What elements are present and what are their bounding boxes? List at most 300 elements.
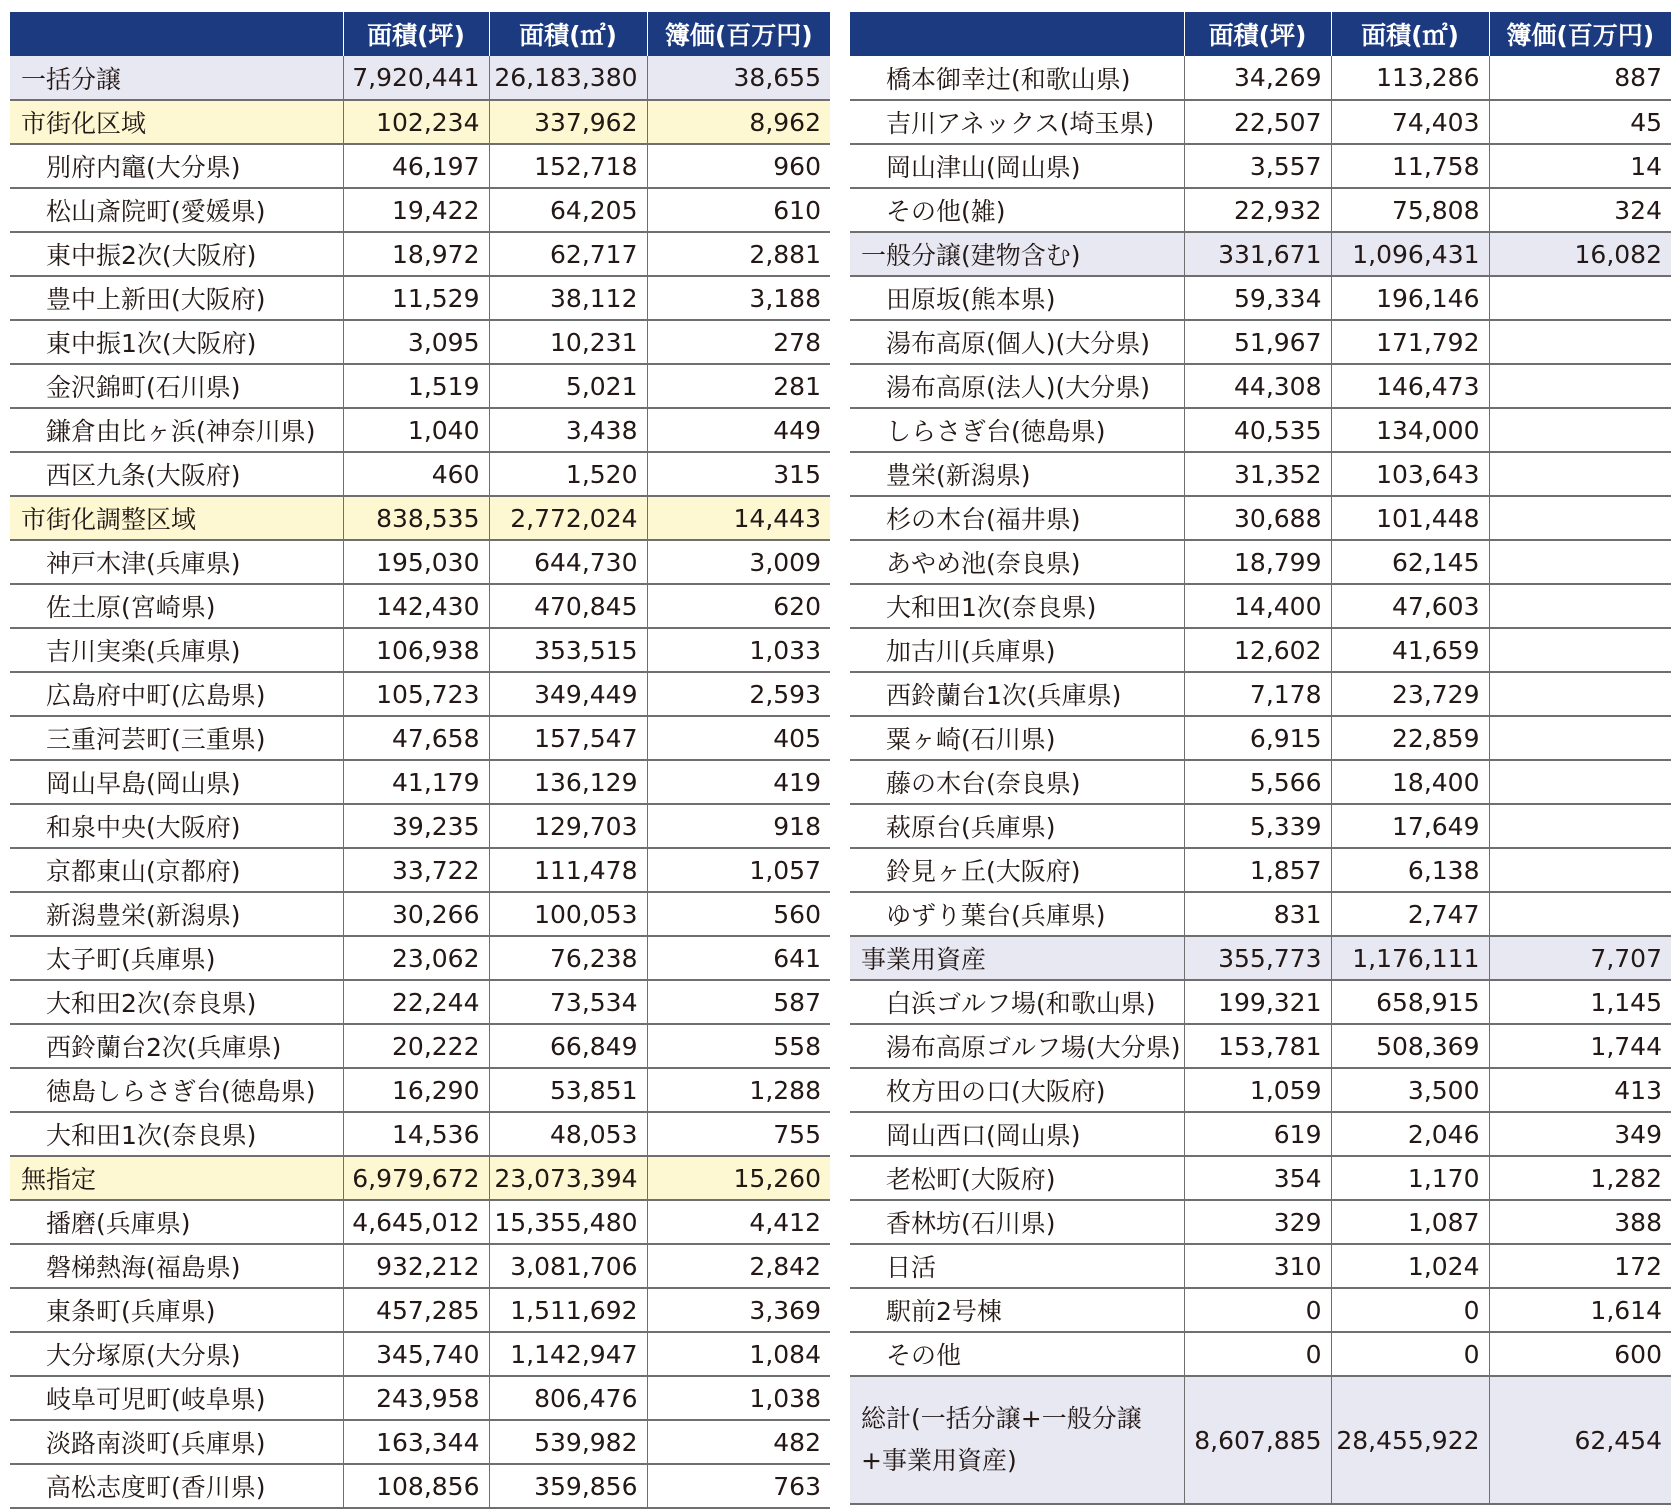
area-tsubo-cell: 195,030: [343, 540, 489, 584]
area-tsubo-cell: 329: [1184, 1200, 1331, 1244]
name-cell: 岡山津山(岡山県): [850, 144, 1184, 188]
table-row: [850, 188, 1671, 232]
name-cell: 松山斎院町(愛媛県): [10, 188, 343, 232]
area-tsubo-cell: 460: [343, 452, 489, 496]
table-row: [10, 276, 830, 320]
area-tsubo-cell: 619: [1184, 1112, 1331, 1156]
book-value-cell: 587: [647, 980, 830, 1024]
table-row: [10, 716, 830, 760]
book-value-cell: 887: [1489, 56, 1671, 100]
table-row: [850, 1200, 1671, 1244]
name-cell: 東中振1次(大阪府): [10, 320, 343, 364]
header-name: [10, 12, 343, 56]
area-tsubo-cell: 838,535: [343, 496, 489, 540]
book-value-cell: [1489, 892, 1671, 936]
area-sqm-cell: 152,718: [489, 144, 647, 188]
header-book-value: 簿価(百万円): [1489, 12, 1671, 56]
table-row: [10, 1332, 830, 1376]
book-value-cell: [1489, 320, 1671, 364]
table-row: [10, 980, 830, 1024]
area-sqm-cell: 3,438: [489, 408, 647, 452]
book-value-cell: 62,454: [1489, 1376, 1671, 1504]
book-value-cell: 2,881: [647, 232, 830, 276]
area-sqm-cell: 337,962: [489, 100, 647, 144]
name-cell: 枚方田の口(大阪府): [850, 1068, 1184, 1112]
name-cell: 金沢錦町(石川県): [10, 364, 343, 408]
area-tsubo-cell: 41,179: [343, 760, 489, 804]
table-row: [850, 276, 1671, 320]
book-value-cell: 560: [647, 892, 830, 936]
area-sqm-cell: 349,449: [489, 672, 647, 716]
area-sqm-cell: 26,183,380: [489, 56, 647, 100]
area-sqm-cell: 101,448: [1331, 496, 1489, 540]
table-row: [850, 1156, 1671, 1200]
area-sqm-cell: 103,643: [1331, 452, 1489, 496]
table-row: [10, 584, 830, 628]
name-cell: 大和田1次(奈良県): [850, 584, 1184, 628]
book-value-cell: [1489, 276, 1671, 320]
name-cell: その他: [850, 1332, 1184, 1376]
area-tsubo-cell: 8,607,885: [1184, 1376, 1331, 1504]
area-tsubo-cell: 18,972: [343, 232, 489, 276]
name-cell: 杉の木台(福井県): [850, 496, 1184, 540]
area-tsubo-cell: 14,536: [343, 1112, 489, 1156]
table-row: [850, 804, 1671, 848]
book-value-cell: [1489, 716, 1671, 760]
name-cell: しらさぎ台(徳島県): [850, 408, 1184, 452]
book-value-cell: 15,260: [647, 1156, 830, 1200]
name-cell: 老松町(大阪府): [850, 1156, 1184, 1200]
area-tsubo-cell: 22,932: [1184, 188, 1331, 232]
area-sqm-cell: 1,511,692: [489, 1288, 647, 1332]
name-cell: 一括分譲: [10, 56, 343, 100]
name-cell: 総計(一括分譲+一般分譲+事業用資産): [850, 1376, 1184, 1504]
area-sqm-cell: 1,087: [1331, 1200, 1489, 1244]
book-value-cell: 16,082: [1489, 232, 1671, 276]
name-cell: 別府内竈(大分県): [10, 144, 343, 188]
book-value-cell: 315: [647, 452, 830, 496]
table-row: [10, 452, 830, 496]
area-sqm-cell: 38,112: [489, 276, 647, 320]
table-row: [850, 452, 1671, 496]
name-cell: 磐梯熱海(福島県): [10, 1244, 343, 1288]
area-sqm-cell: 74,403: [1331, 100, 1489, 144]
area-sqm-cell: 62,717: [489, 232, 647, 276]
table-row: [850, 1112, 1671, 1156]
area-tsubo-cell: 831: [1184, 892, 1331, 936]
area-sqm-cell: 100,053: [489, 892, 647, 936]
book-value-cell: 1,084: [647, 1332, 830, 1376]
name-cell: ゆずり葉台(兵庫県): [850, 892, 1184, 936]
book-value-cell: 172: [1489, 1244, 1671, 1288]
area-tsubo-cell: 106,938: [343, 628, 489, 672]
area-sqm-cell: 111,478: [489, 848, 647, 892]
book-value-cell: 755: [647, 1112, 830, 1156]
area-sqm-cell: 353,515: [489, 628, 647, 672]
table-row: [850, 364, 1671, 408]
area-tsubo-cell: 108,856: [343, 1464, 489, 1508]
table-row: [850, 760, 1671, 804]
book-value-cell: [1489, 496, 1671, 540]
category-row: [10, 100, 830, 144]
name-cell: 西区九条(大阪府): [10, 452, 343, 496]
name-cell: 橋本御幸辻(和歌山県): [850, 56, 1184, 100]
area-tsubo-cell: 44,308: [1184, 364, 1331, 408]
table-row: [10, 364, 830, 408]
area-sqm-cell: 18,400: [1331, 760, 1489, 804]
area-tsubo-cell: 163,344: [343, 1420, 489, 1464]
area-sqm-cell: 11,758: [1331, 144, 1489, 188]
name-cell: 佐土原(宮崎県): [10, 584, 343, 628]
table-row: [10, 1464, 830, 1508]
book-value-cell: [1489, 364, 1671, 408]
name-cell: 日活: [850, 1244, 1184, 1288]
table-row: [10, 1024, 830, 1068]
name-cell: 大和田1次(奈良県): [10, 1112, 343, 1156]
header-row: [10, 12, 830, 56]
area-sqm-cell: 62,145: [1331, 540, 1489, 584]
table-row: [10, 320, 830, 364]
book-value-cell: 324: [1489, 188, 1671, 232]
area-tsubo-cell: 23,062: [343, 936, 489, 980]
name-cell: 太子町(兵庫県): [10, 936, 343, 980]
area-sqm-cell: 1,142,947: [489, 1332, 647, 1376]
table-row: [850, 1024, 1671, 1068]
area-tsubo-cell: 0: [1184, 1332, 1331, 1376]
book-value-cell: [1489, 584, 1671, 628]
name-cell: 岐阜可児町(岐阜県): [10, 1376, 343, 1420]
area-tsubo-cell: 22,507: [1184, 100, 1331, 144]
area-sqm-cell: 539,982: [489, 1420, 647, 1464]
area-tsubo-cell: 153,781: [1184, 1024, 1331, 1068]
area-tsubo-cell: 102,234: [343, 100, 489, 144]
area-sqm-cell: 66,849: [489, 1024, 647, 1068]
area-tsubo-cell: 3,557: [1184, 144, 1331, 188]
table-row: [10, 1288, 830, 1332]
area-sqm-cell: 47,603: [1331, 584, 1489, 628]
table-row: [10, 144, 830, 188]
name-cell: 京都東山(京都府): [10, 848, 343, 892]
book-value-cell: 1,744: [1489, 1024, 1671, 1068]
table-row: [850, 980, 1671, 1024]
area-tsubo-cell: 345,740: [343, 1332, 489, 1376]
header-area-sqm: 面積(㎡): [489, 12, 647, 56]
area-tsubo-cell: 12,602: [1184, 628, 1331, 672]
area-tsubo-cell: 20,222: [343, 1024, 489, 1068]
table-row: [10, 540, 830, 584]
area-tsubo-cell: 7,178: [1184, 672, 1331, 716]
area-sqm-cell: 48,053: [489, 1112, 647, 1156]
name-cell: 豊中上新田(大阪府): [10, 276, 343, 320]
area-tsubo-cell: 7,920,441: [343, 56, 489, 100]
book-value-cell: 3,188: [647, 276, 830, 320]
table-row: [850, 672, 1671, 716]
area-sqm-cell: 41,659: [1331, 628, 1489, 672]
area-tsubo-cell: 59,334: [1184, 276, 1331, 320]
area-sqm-cell: 0: [1331, 1288, 1489, 1332]
name-cell: 豊栄(新潟県): [850, 452, 1184, 496]
header-book-value: 簿価(百万円): [647, 12, 830, 56]
book-value-cell: 1,057: [647, 848, 830, 892]
book-value-cell: [1489, 848, 1671, 892]
name-cell: 岡山西口(岡山県): [850, 1112, 1184, 1156]
name-cell: 湯布高原ゴルフ場(大分県): [850, 1024, 1184, 1068]
area-sqm-cell: 470,845: [489, 584, 647, 628]
area-tsubo-cell: 5,566: [1184, 760, 1331, 804]
name-cell: 大和田2次(奈良県): [10, 980, 343, 1024]
area-tsubo-cell: 31,352: [1184, 452, 1331, 496]
area-tsubo-cell: 30,266: [343, 892, 489, 936]
area-sqm-cell: 359,856: [489, 1464, 647, 1508]
book-value-cell: 3,009: [647, 540, 830, 584]
table-row: [850, 1244, 1671, 1288]
area-tsubo-cell: 457,285: [343, 1288, 489, 1332]
table-row: [10, 1068, 830, 1112]
name-cell: 三重河芸町(三重県): [10, 716, 343, 760]
book-value-cell: 419: [647, 760, 830, 804]
name-cell: 神戸木津(兵庫県): [10, 540, 343, 584]
area-sqm-cell: 10,231: [489, 320, 647, 364]
area-sqm-cell: 2,772,024: [489, 496, 647, 540]
area-sqm-cell: 129,703: [489, 804, 647, 848]
land-table-left: [10, 12, 830, 1509]
area-sqm-cell: 28,455,922: [1331, 1376, 1489, 1504]
area-sqm-cell: 171,792: [1331, 320, 1489, 364]
table-row: [850, 1288, 1671, 1332]
area-tsubo-cell: 932,212: [343, 1244, 489, 1288]
book-value-cell: 4,412: [647, 1200, 830, 1244]
book-value-cell: [1489, 540, 1671, 584]
area-sqm-cell: 3,500: [1331, 1068, 1489, 1112]
area-sqm-cell: 6,138: [1331, 848, 1489, 892]
area-sqm-cell: 0: [1331, 1332, 1489, 1376]
area-tsubo-cell: 6,915: [1184, 716, 1331, 760]
table-row: [850, 716, 1671, 760]
header-name: [850, 12, 1184, 56]
area-sqm-cell: 15,355,480: [489, 1200, 647, 1244]
book-value-cell: 620: [647, 584, 830, 628]
area-tsubo-cell: 18,799: [1184, 540, 1331, 584]
book-value-cell: 1,145: [1489, 980, 1671, 1024]
area-tsubo-cell: 46,197: [343, 144, 489, 188]
book-value-cell: 388: [1489, 1200, 1671, 1244]
area-sqm-cell: 17,649: [1331, 804, 1489, 848]
name-cell: あやめ池(奈良県): [850, 540, 1184, 584]
area-sqm-cell: 1,170: [1331, 1156, 1489, 1200]
name-cell: 加古川(兵庫県): [850, 628, 1184, 672]
book-value-cell: 960: [647, 144, 830, 188]
area-sqm-cell: 22,859: [1331, 716, 1489, 760]
area-tsubo-cell: 51,967: [1184, 320, 1331, 364]
area-tsubo-cell: 47,658: [343, 716, 489, 760]
book-value-cell: 45: [1489, 100, 1671, 144]
table-row: [10, 804, 830, 848]
table-row: [10, 936, 830, 980]
area-tsubo-cell: 243,958: [343, 1376, 489, 1420]
book-value-cell: 7,707: [1489, 936, 1671, 980]
area-sqm-cell: 146,473: [1331, 364, 1489, 408]
table-row: [850, 144, 1671, 188]
name-cell: 淡路南淡町(兵庫県): [10, 1420, 343, 1464]
name-cell: 西鈴蘭台2次(兵庫県): [10, 1024, 343, 1068]
name-cell: その他(雑): [850, 188, 1184, 232]
book-value-cell: 1,038: [647, 1376, 830, 1420]
book-value-cell: 349: [1489, 1112, 1671, 1156]
name-cell: 播磨(兵庫県): [10, 1200, 343, 1244]
area-sqm-cell: 2,747: [1331, 892, 1489, 936]
area-sqm-cell: 5,021: [489, 364, 647, 408]
area-tsubo-cell: 1,059: [1184, 1068, 1331, 1112]
name-cell: 東中振2次(大阪府): [10, 232, 343, 276]
area-sqm-cell: 23,073,394: [489, 1156, 647, 1200]
book-value-cell: 482: [647, 1420, 830, 1464]
category-row: [10, 1156, 830, 1200]
book-value-cell: 2,842: [647, 1244, 830, 1288]
area-tsubo-cell: 3,095: [343, 320, 489, 364]
area-tsubo-cell: 14,400: [1184, 584, 1331, 628]
book-value-cell: [1489, 452, 1671, 496]
book-value-cell: 1,033: [647, 628, 830, 672]
total-row: [850, 1376, 1671, 1504]
book-value-cell: 1,282: [1489, 1156, 1671, 1200]
name-cell: 湯布高原(個人)(大分県): [850, 320, 1184, 364]
table-row: [850, 584, 1671, 628]
book-value-cell: 763: [647, 1464, 830, 1508]
table-row: [10, 1200, 830, 1244]
name-cell: 大分塚原(大分県): [10, 1332, 343, 1376]
book-value-cell: 610: [647, 188, 830, 232]
area-tsubo-cell: 310: [1184, 1244, 1331, 1288]
book-value-cell: 8,962: [647, 100, 830, 144]
table-row: [850, 408, 1671, 452]
name-cell: 和泉中央(大阪府): [10, 804, 343, 848]
name-cell: 徳島しらさぎ台(徳島県): [10, 1068, 343, 1112]
area-sqm-cell: 75,808: [1331, 188, 1489, 232]
land-table-right: [850, 12, 1671, 1505]
table-row: [10, 628, 830, 672]
area-tsubo-cell: 355,773: [1184, 936, 1331, 980]
area-sqm-cell: 2,046: [1331, 1112, 1489, 1156]
area-sqm-cell: 508,369: [1331, 1024, 1489, 1068]
area-tsubo-cell: 40,535: [1184, 408, 1331, 452]
header-area-tsubo: 面積(坪): [1184, 12, 1331, 56]
table-row: [850, 320, 1671, 364]
book-value-cell: 641: [647, 936, 830, 980]
book-value-cell: [1489, 628, 1671, 672]
book-value-cell: [1489, 408, 1671, 452]
name-cell: 粟ヶ崎(石川県): [850, 716, 1184, 760]
header-area-sqm: 面積(㎡): [1331, 12, 1489, 56]
name-cell: 湯布高原(法人)(大分県): [850, 364, 1184, 408]
name-cell: 香林坊(石川県): [850, 1200, 1184, 1244]
name-cell: 一般分譲(建物含む): [850, 232, 1184, 276]
book-value-cell: 1,288: [647, 1068, 830, 1112]
table-row: [10, 408, 830, 452]
area-sqm-cell: 23,729: [1331, 672, 1489, 716]
area-sqm-cell: 658,915: [1331, 980, 1489, 1024]
area-tsubo-cell: 142,430: [343, 584, 489, 628]
table-row: [850, 628, 1671, 672]
area-sqm-cell: 644,730: [489, 540, 647, 584]
book-value-cell: 38,655: [647, 56, 830, 100]
table-row: [10, 1244, 830, 1288]
area-sqm-cell: 134,000: [1331, 408, 1489, 452]
area-tsubo-cell: 354: [1184, 1156, 1331, 1200]
book-value-cell: 14,443: [647, 496, 830, 540]
area-sqm-cell: 1,024: [1331, 1244, 1489, 1288]
header-area-tsubo: 面積(坪): [343, 12, 489, 56]
table-row: [850, 1332, 1671, 1376]
area-sqm-cell: 196,146: [1331, 276, 1489, 320]
name-cell: 新潟豊栄(新潟県): [10, 892, 343, 936]
book-value-cell: 3,369: [647, 1288, 830, 1332]
book-value-cell: 1,614: [1489, 1288, 1671, 1332]
area-tsubo-cell: 5,339: [1184, 804, 1331, 848]
table-row: [850, 496, 1671, 540]
category-row: [10, 496, 830, 540]
table-row: [850, 848, 1671, 892]
table-row: [10, 760, 830, 804]
group-row: [10, 56, 830, 100]
area-tsubo-cell: 22,244: [343, 980, 489, 1024]
group-row: [850, 936, 1671, 980]
area-tsubo-cell: 6,979,672: [343, 1156, 489, 1200]
book-value-cell: [1489, 672, 1671, 716]
book-value-cell: 281: [647, 364, 830, 408]
area-sqm-cell: 76,238: [489, 936, 647, 980]
group-row: [850, 232, 1671, 276]
header-row: [850, 12, 1671, 56]
table-row: [10, 232, 830, 276]
area-tsubo-cell: 11,529: [343, 276, 489, 320]
table-row: [850, 100, 1671, 144]
table-row: [10, 892, 830, 936]
name-cell: 駅前2号棟: [850, 1288, 1184, 1332]
area-tsubo-cell: 1,519: [343, 364, 489, 408]
table-row: [10, 188, 830, 232]
name-cell: 白浜ゴルフ場(和歌山県): [850, 980, 1184, 1024]
area-tsubo-cell: 39,235: [343, 804, 489, 848]
area-tsubo-cell: 1,857: [1184, 848, 1331, 892]
table-row: [10, 1376, 830, 1420]
book-value-cell: 278: [647, 320, 830, 364]
book-value-cell: 558: [647, 1024, 830, 1068]
name-cell: 西鈴蘭台1次(兵庫県): [850, 672, 1184, 716]
area-sqm-cell: 806,476: [489, 1376, 647, 1420]
book-value-cell: 918: [647, 804, 830, 848]
table-row: [850, 56, 1671, 100]
name-cell: 事業用資産: [850, 936, 1184, 980]
area-sqm-cell: 53,851: [489, 1068, 647, 1112]
table-row: [10, 672, 830, 716]
area-tsubo-cell: 19,422: [343, 188, 489, 232]
area-tsubo-cell: 199,321: [1184, 980, 1331, 1024]
name-cell: 市街化区域: [10, 100, 343, 144]
name-cell: 藤の木台(奈良県): [850, 760, 1184, 804]
name-cell: 鈴見ヶ丘(大阪府): [850, 848, 1184, 892]
table-row: [850, 1068, 1671, 1112]
name-cell: 東条町(兵庫県): [10, 1288, 343, 1332]
area-tsubo-cell: 0: [1184, 1288, 1331, 1332]
table-row: [10, 1112, 830, 1156]
area-sqm-cell: 113,286: [1331, 56, 1489, 100]
book-value-cell: 2,593: [647, 672, 830, 716]
area-tsubo-cell: 4,645,012: [343, 1200, 489, 1244]
name-cell: 田原坂(熊本県): [850, 276, 1184, 320]
area-sqm-cell: 157,547: [489, 716, 647, 760]
book-value-cell: 600: [1489, 1332, 1671, 1376]
area-sqm-cell: 136,129: [489, 760, 647, 804]
